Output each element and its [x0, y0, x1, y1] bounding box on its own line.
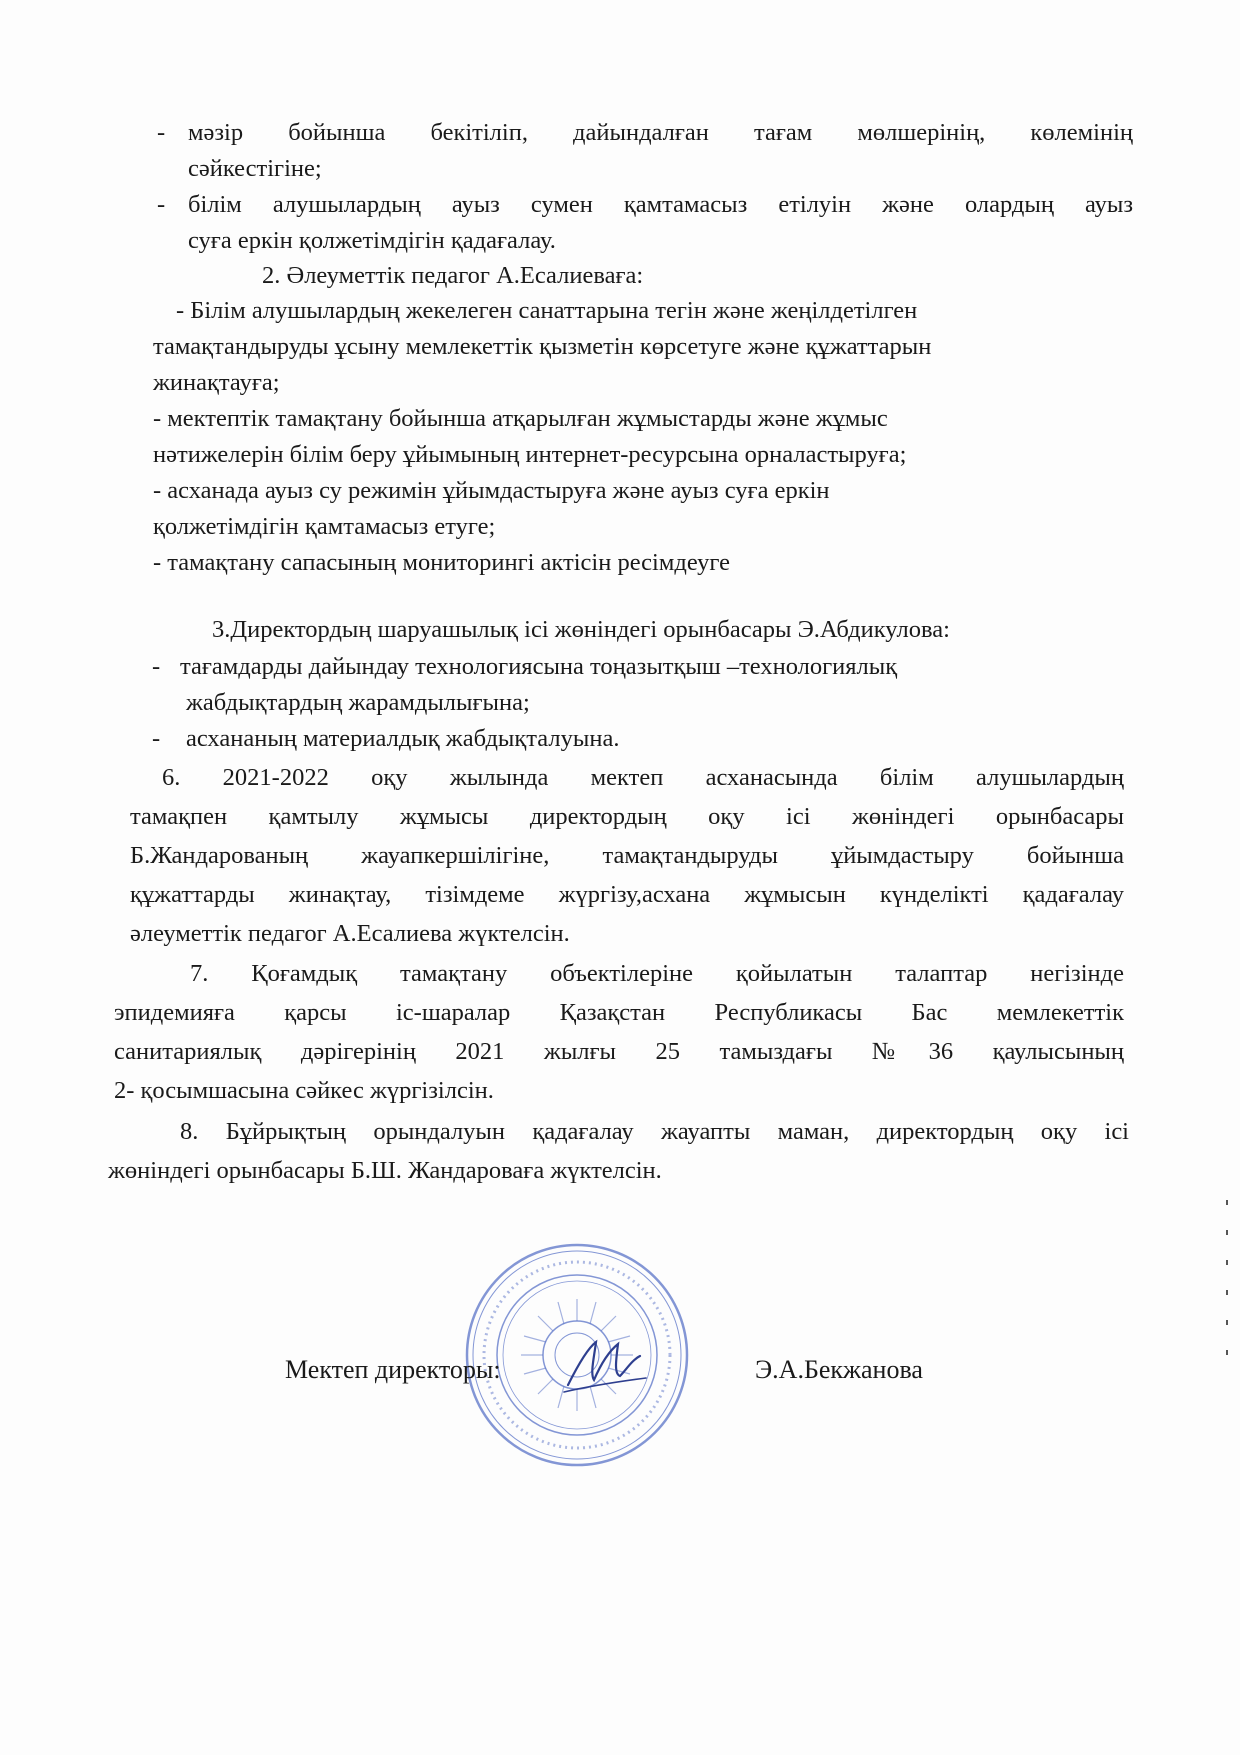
section1-item-b-line2: суға еркін қолжетімдігін қадағалау. — [188, 227, 556, 254]
section2-item-b-line2: нәтижелерін білім беру ұйымының интернет-ресурсына орналастыруға; — [153, 441, 907, 468]
section3-item-a-line2: жабдықтардың жарамдылығына; — [186, 689, 530, 716]
section2-item-d-line1: - тамақтану сапасының мониторингі актісін ресімдеуге — [153, 549, 730, 576]
signature-label: Мектеп директоры: — [285, 1355, 501, 1384]
bullet-dash: - — [152, 725, 161, 752]
director-signature — [560, 1330, 650, 1405]
point8-line2: жөніндегі орынбасары Б.Ш. Жандароваға жүктелсін. — [108, 1157, 662, 1184]
bullet-dash: - — [157, 119, 166, 146]
point6-line2: тамақпен қамтылу жұмысы директордың оқу ісі жөніндегі орынбасары — [130, 803, 1124, 830]
scan-edge-marks — [1224, 1200, 1230, 1360]
section2-item-c-line1: - асханада ауыз су режимін ұйымдастыруға және ауыз суға еркін — [153, 477, 830, 504]
point7-line2: эпидемияға қарсы іс-шаралар Қазақстан Республикасы Бас мемлекеттік — [114, 999, 1124, 1026]
bullet-dash: - — [157, 191, 166, 218]
section2-item-c-line2: қолжетімдігін қамтамасыз етуге; — [153, 513, 496, 540]
section3-heading: 3.Директордың шаруашылық ісі жөніндегі орынбасары Э.Абдикулова: — [212, 616, 950, 643]
section2-item-a-line2: тамақтандыруды ұсыну мемлекеттік қызметін көрсетуге және құжаттарын — [153, 333, 932, 360]
section2-item-a-line1: - Білім алушылардың жекелеген санаттарына тегін және жеңілдетілген — [176, 297, 918, 324]
point8-line1: 8. Бұйрықтың орындалуын қадағалау жауапты маман, директордың оқу ісі — [180, 1118, 1129, 1145]
point7-line4: 2- қосымшасына сәйкес жүргізілсін. — [114, 1077, 494, 1104]
director-name: Э.А.Бекжанова — [755, 1355, 923, 1384]
section1-item-a-line1: мәзір бойынша бекітіліп, дайындалған тағам мөлшерінің, көлемінің — [188, 119, 1133, 146]
section1-item-b-line1: білім алушылардың ауыз сумен қамтамасыз етілуін және олардың ауыз — [188, 191, 1133, 218]
point6-line5: әлеуметтік педагог А.Есалиева жүктелсін. — [130, 920, 570, 947]
section2-item-b-line1: - мектептік тамақтану бойынша атқарылған жұмыстарды және жұмыс — [153, 405, 888, 432]
point6-line4: құжаттарды жинақтау, тізімдеме жүргізу,асхана жұмысын күнделікті қадағалау — [130, 881, 1124, 908]
section1-item-a-line2: сәйкестігіне; — [188, 155, 322, 182]
point6-line3: Б.Жандарованың жауапкершілігіне, тамақтандыруды ұйымдастыру бойынша — [130, 842, 1124, 869]
point7-line3: санитариялық дәрігерінің 2021 жылғы 25 тамыздағы №36 қаулысының — [114, 1038, 1124, 1065]
point6-line1: 6. 2021-2022 оқу жылында мектеп асханасында білім алушылардың — [162, 764, 1124, 791]
point7-line1: 7. Қоғамдық тамақтану объектілеріне қойылатын талаптар негізінде — [190, 960, 1124, 987]
section2-heading: 2. Әлеуметтік педагог А.Есалиеваға: — [262, 262, 644, 289]
section3-item-a-line1: тағамдарды дайындау технологиясына тоңазытқыш –технологиялық — [180, 653, 898, 680]
section3-item-b-line1: асхананың материалдық жабдықталуына. — [186, 725, 620, 752]
bullet-dash: - — [152, 653, 161, 680]
section2-item-a-line3: жинақтауға; — [153, 369, 280, 396]
